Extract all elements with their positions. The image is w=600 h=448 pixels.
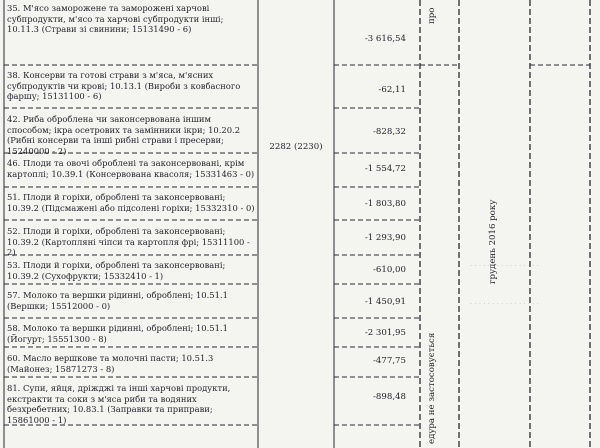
row-description-53: 53. Плоди й горіхи, оброблені та законсервовані; 10.39.2 (Сухофрукти; 15332410 - 1): [7, 260, 226, 281]
row-description-51: 51. Плоди й горіхи, оброблені та законсервовані; 10.39.2 (Підсмажені або підсолені горіхи; 15332310 - 0): [7, 192, 255, 213]
row-amount-60: -477,75: [373, 356, 406, 366]
row-amount-52: -1 293,90: [364, 233, 406, 243]
row-description-38: 38. Консерви та готові страви з м'яса, м'ясних субпродуктів чи крові; 10.13.1 (Вироби з ковбасного фаршу; 15131100 - 6): [7, 70, 241, 102]
row-description-58: 58. Молоко та вершки рідинні, оброблені; 10.51.1 (Йогурт; 15551300 - 8): [7, 323, 228, 344]
budget-code: 2282 (2230): [269, 142, 323, 152]
row-amount-42: -828,32: [373, 127, 406, 137]
row-description-42: 42. Риба оброблена чи законсервована іншим способом; ікра осетрових та замінники ікри; 10.20.2 (Рибні консерви та інші рибні страви і пресерви; 15240000 - 2): [7, 114, 241, 156]
row-description-35: 35. М'ясо заморожене та заморожені харчові субпродукти, м'ясо та харчові субпродукти інші; 10.11.3 (Страви зі свинини; 15131490 - 6): [7, 3, 224, 35]
row-description-46: 46. Плоди та овочі оброблені та законсервовані, крім картоплі; 10.39.1 (Консервована квасоля; 15331463 - 0): [7, 158, 255, 179]
bleed-through-text: · · · · · · · · · · · · · · · ·: [470, 300, 539, 308]
procedure-note: едура не застосовується: [427, 332, 437, 444]
bleed-through-text: · · · · · · · · · · · · · · · ·: [470, 262, 539, 270]
procedure-top-fragment: про: [427, 7, 437, 24]
row-amount-51: -1 803,80: [364, 199, 406, 209]
row-description-57: 57. Молоко та вершки рідинні, оброблені; 10.51.1 (Вершки; 15512000 - 0): [7, 290, 228, 311]
row-amount-57: -1 450,91: [364, 297, 406, 307]
row-description-52: 52. Плоди й горіхи, оброблені та законсервовані; 10.39.2 (Картопляні чіпси та картопля фрі; 15311100 - 2): [7, 226, 250, 258]
row-amount-35: -3 616,54: [364, 34, 406, 44]
row-amount-53: -610,00: [373, 265, 406, 275]
row-description-60: 60. Масло вершкове та молочні пасти; 10.51.3 (Майонез; 15871273 - 8): [7, 353, 214, 374]
period-label: грудень 2016 року: [488, 199, 498, 284]
row-amount-46: -1 554,72: [364, 164, 406, 174]
row-amount-38: -62,11: [378, 85, 406, 95]
row-amount-81: -898,48: [373, 392, 406, 402]
row-description-81: 81. Супи, яйця, дріжджі та інші харчові продукти, екстракти та соки з м'яса риби та водяних безхребетних; 10.83.1 (Заправки та приправи; 15861000 - 1): [7, 383, 231, 425]
row-amount-58: -2 301,95: [364, 328, 406, 338]
